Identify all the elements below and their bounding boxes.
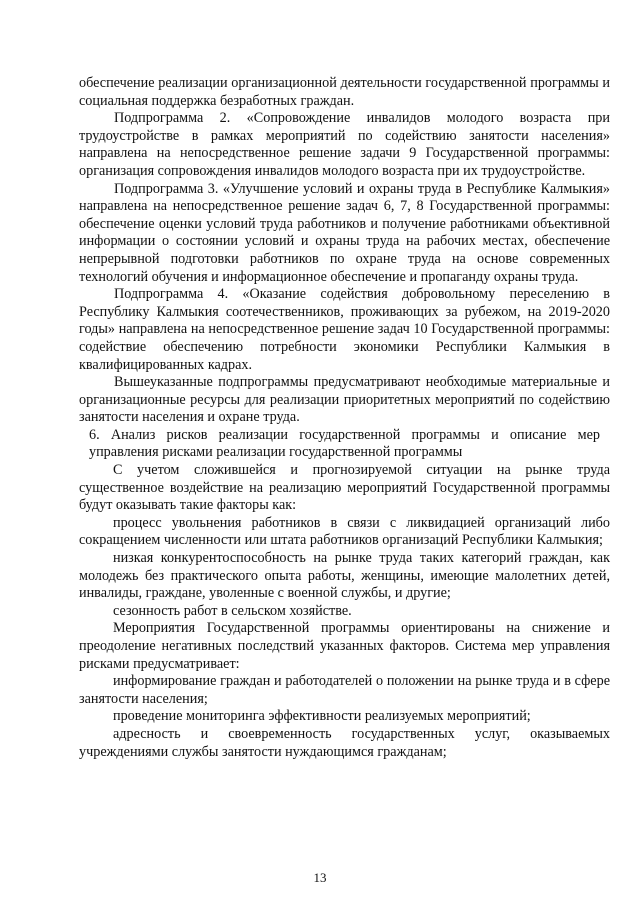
- paragraph-subprogram-2: Подпрограмма 2. «Сопровождение инвалидов молодого возраста при трудоустройстве в рамках мероприятий по содействию занятости населения» направлена на непосредственное решение задачи 9 Государственной программы: организация сопровождения инвалидов молодого возраста при их трудоустройстве.: [79, 110, 610, 179]
- list-item-measure-targeting: адресность и своевременность государственных услуг, оказываемых учреждениями службы занятости нуждающимся гражданам;: [79, 725, 610, 760]
- paragraph-risk-management-intro: Мероприятия Государственной программы ориентированы на снижение и преодоление негативных последствий указанных факторов. Система мер управления рисками предусматривает:: [79, 620, 610, 672]
- paragraph-subprograms-summary: Вышеуказанные подпрограммы предусматривают необходимые материальные и организационные ресурсы для реализации приоритетных мероприятий по содействию занятости населения и охране труда.: [79, 374, 610, 426]
- paragraph-subprogram-4: Подпрограмма 4. «Оказание содействия добровольному переселению в Республику Калмыкия соотечественников, проживающих за рубежом, на 2019-2020 годы» направлена на непосредственное решение задач 10 Государственной программы: содействие обеспечению потребности экономики Республики Калмыкия в квалифицированных кадрах.: [79, 286, 610, 373]
- paragraph-risk-factors-intro: С учетом сложившейся и прогнозируемой ситуации на рынке труда существенное воздействие на реализацию мероприятий Государственной программы будут оказывать такие факторы как:: [79, 462, 610, 514]
- page-number: 13: [313, 870, 327, 885]
- paragraph-subprogram-3: Подпрограмма 3. «Улучшение условий и охраны труда в Республике Калмыкия» направлена на непосредственное решение задач 6, 7, 8 Государственной программы: обеспечение оценки условий труда работников и получение работниками объективной информации о состоянии условий и охраны труда на рабочих местах, обеспечение непрерывной подготовки работников по охране труда на основе современных технологий обучения и информационное обеспечение и пропаганду охраны труда.: [79, 180, 610, 285]
- list-item-risk-seasonality: сезонность работ в сельском хозяйстве.: [113, 602, 352, 619]
- list-item-risk-dismissal: процесс увольнения работников в связи с ликвидацией организаций либо сокращением численности или штата работников организаций Республики Калмыкия;: [79, 514, 610, 549]
- list-item-measure-monitoring: проведение мониторинга эффективности реализуемых мероприятий;: [113, 708, 531, 725]
- paragraph-continuation: обеспечение реализации организационной деятельности государственной программы и социальная поддержка безработных граждан.: [79, 75, 610, 109]
- document-body: [79, 75, 610, 761]
- section-heading: 6. Анализ рисков реализации государственной программы и описание мер управления рисками реализации государственной программы: [89, 426, 600, 461]
- list-item-measure-informing: информирование граждан и работодателей о положении на рынке труда и в сфере занятости населения;: [79, 673, 610, 707]
- list-item-risk-competitiveness: низкая конкурентоспособность на рынке труда таких категорий граждан, как молодежь без практического опыта работы, женщины, имеющие малолетних детей, инвалиды, граждане, уволенные с военной службы, и другие;: [79, 550, 610, 602]
